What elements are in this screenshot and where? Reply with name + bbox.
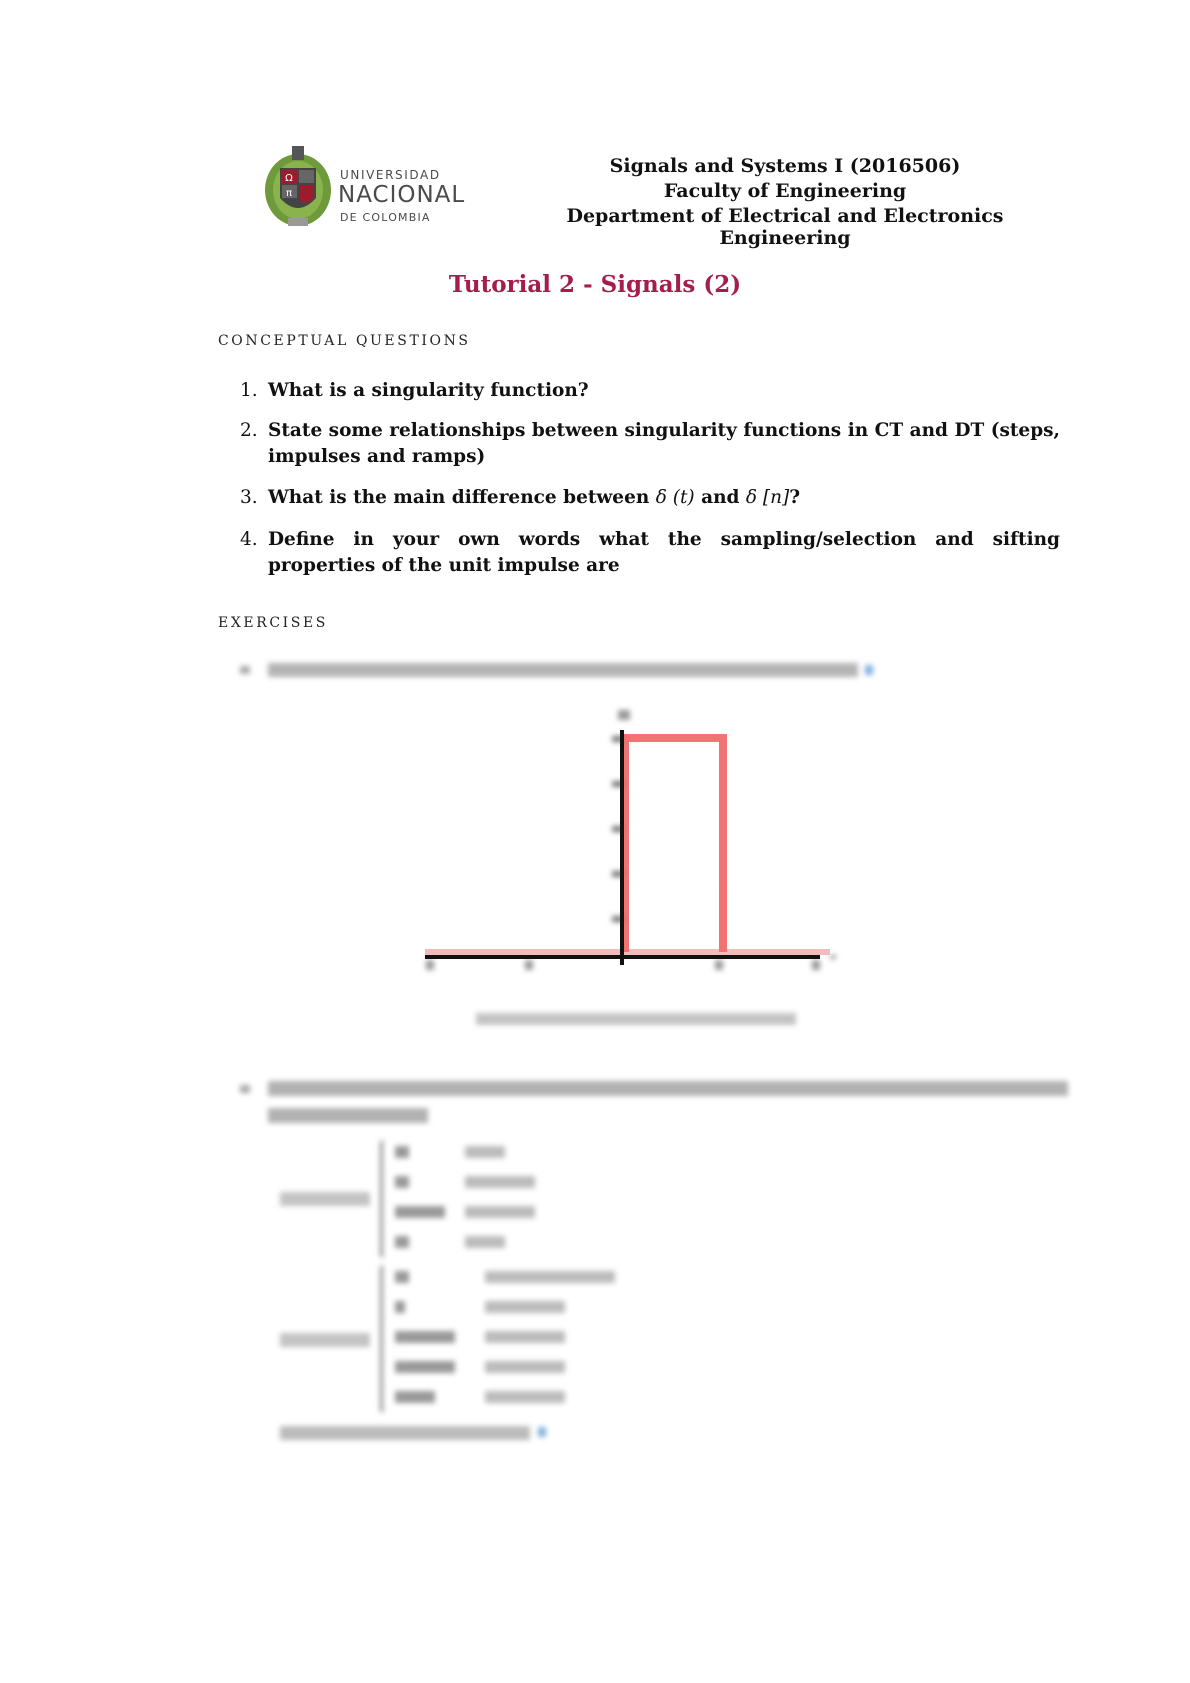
axis-ticks (426, 710, 836, 970)
question-text-part: What is the main difference between (268, 487, 656, 508)
question-number: 3. (240, 487, 258, 508)
logo-line-de-colombia: DE COLOMBIA (340, 211, 431, 224)
question-text: Define in your own words what the sampling/selection and sifting properties of the unit impulse are (268, 529, 1060, 576)
university-crest-icon (262, 140, 334, 232)
logo-line-nacional: NACIONAL (338, 182, 466, 208)
question-number: 1. (240, 380, 258, 401)
question-text-part: and (694, 487, 746, 508)
course-title: Signals and Systems I (2016506) (609, 155, 961, 177)
math-delta-n: δ [n] (745, 487, 790, 508)
logo-line-universidad: UNIVERSIDAD (340, 168, 441, 182)
tutorial-title: Tutorial 2 - Signals (2) (448, 271, 742, 298)
question-3 (240, 485, 1060, 511)
question-2 (240, 418, 1060, 470)
question-number: 4. (240, 529, 258, 550)
exercise-2-blurred-text (240, 1078, 1070, 1128)
piecewise-b-blurred (280, 1265, 620, 1415)
question-text (268, 485, 1060, 511)
section-heading-exercises: EXERCISES (218, 615, 328, 631)
piecewise-a-blurred (280, 1140, 580, 1260)
question-text-part: ? (789, 487, 801, 508)
pulse-shape (625, 738, 723, 952)
svg-text:Ω: Ω (285, 173, 293, 184)
item-c-blurred (280, 1423, 560, 1443)
faculty-name: Faculty of Engineering (663, 180, 907, 202)
question-text: What is a singularity function? (268, 380, 589, 401)
pulse-plot (420, 705, 850, 995)
question-number: 2. (240, 420, 258, 441)
question-1 (240, 378, 1060, 404)
university-logo (262, 146, 472, 236)
math-delta-t: δ (t) (655, 487, 695, 508)
question-text: State some relationships between singularity functions in CT and DT (steps, impulses and ramps) (268, 420, 1060, 467)
section-heading-conceptual: CONCEPTUAL QUESTIONS (218, 333, 471, 349)
pulse-signal (425, 738, 830, 952)
exercise-1-blurred-text (240, 660, 890, 680)
svg-text:π: π (285, 188, 293, 199)
question-4 (240, 527, 1060, 579)
department-name: Department of Electrical and Electronics Engineering (566, 205, 1004, 249)
